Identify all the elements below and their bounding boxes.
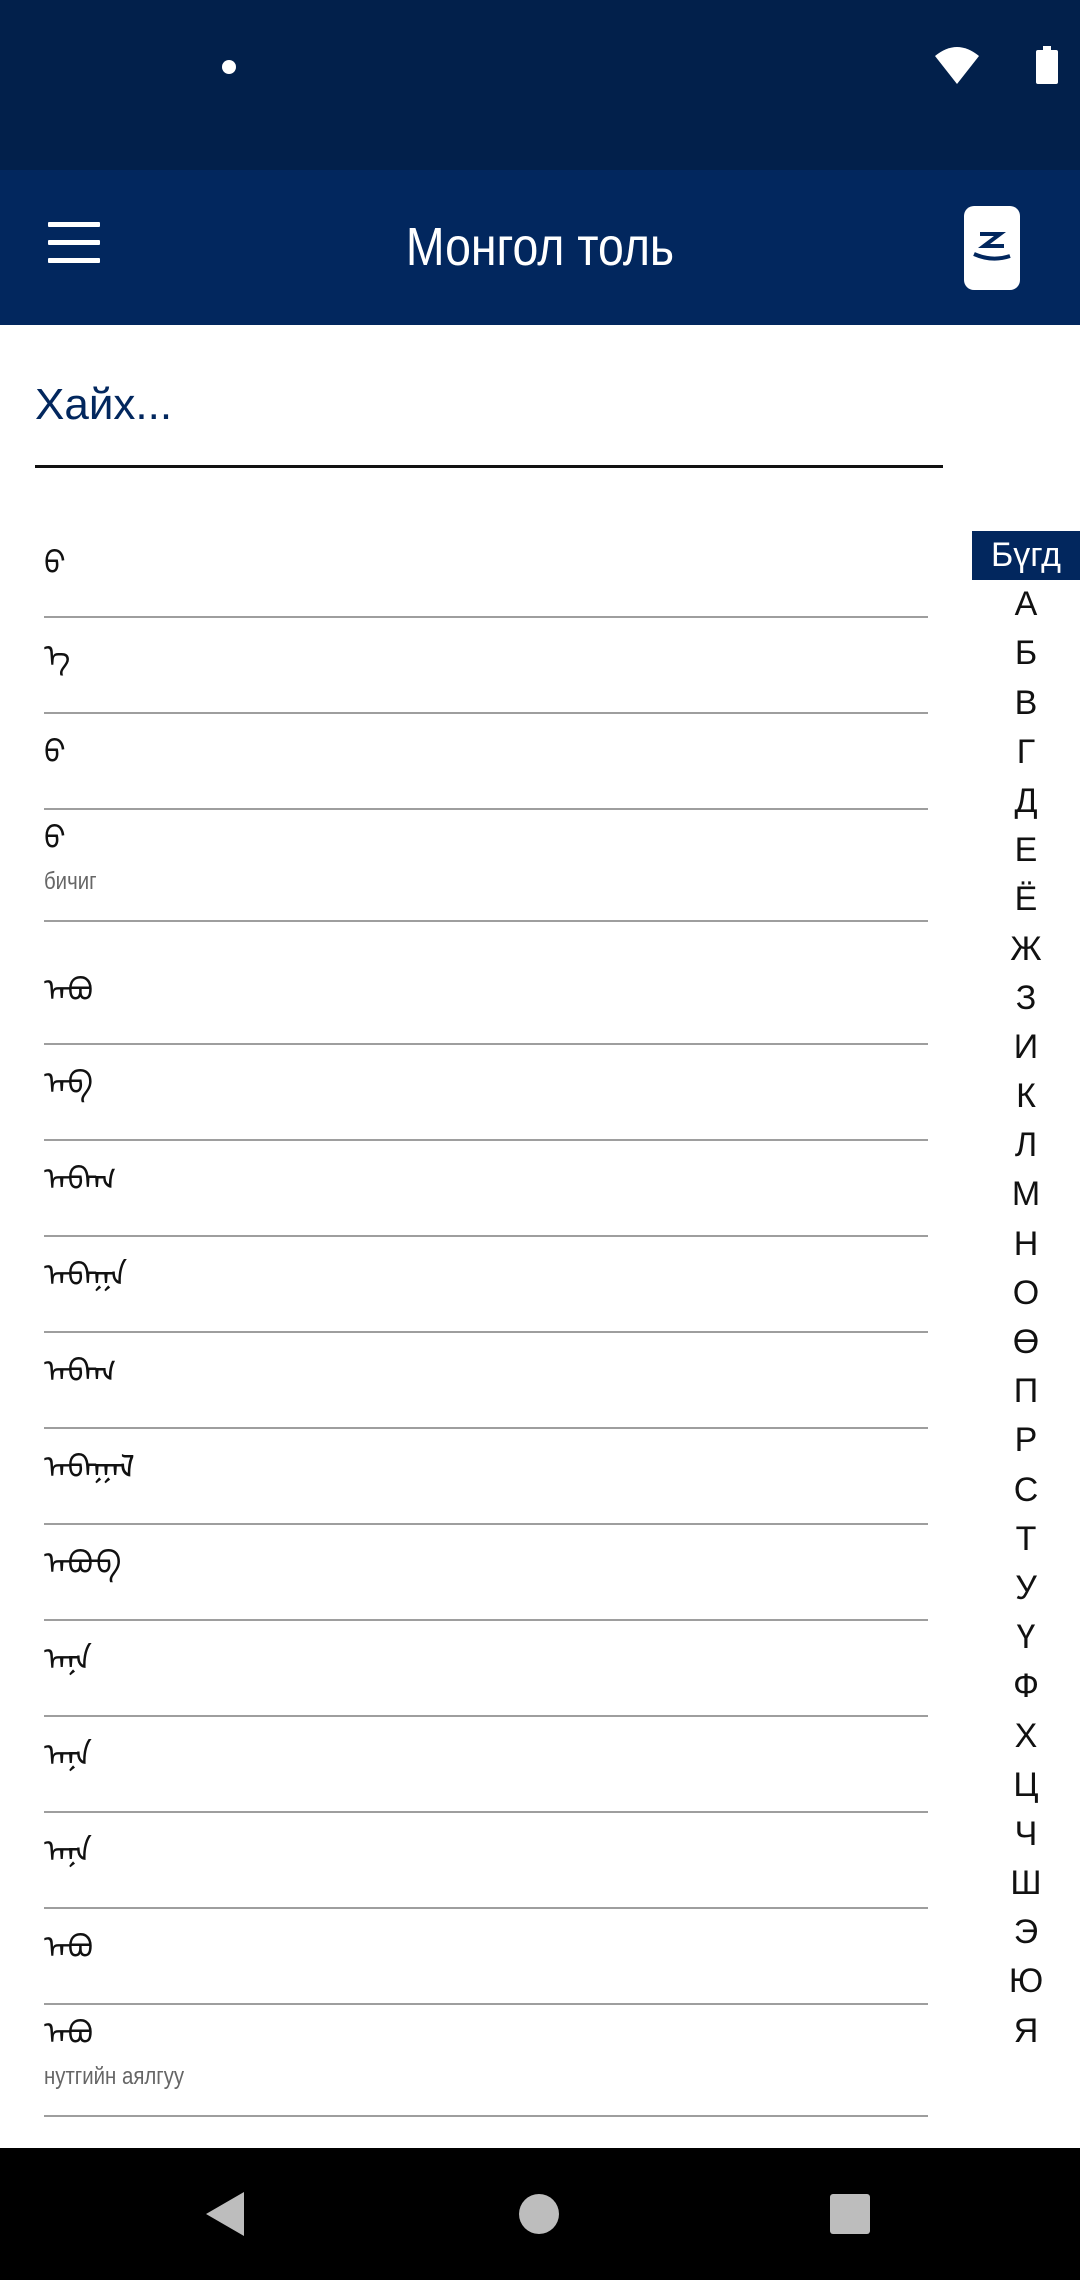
alphabet-letter[interactable]: Е <box>1014 831 1038 870</box>
alphabet-letter[interactable]: Ц <box>1013 1765 1039 1804</box>
alphabet-letter[interactable]: С <box>1013 1470 1039 1509</box>
search-bar <box>35 360 943 472</box>
back-icon[interactable] <box>204 2190 246 2238</box>
alphabet-letter[interactable]: Л <box>1014 1126 1038 1165</box>
word-script: ᠠᠪᠠᠭᠠᠯ <box>44 1448 135 1486</box>
status-bar <box>0 0 1080 170</box>
alphabet-letter[interactable]: Ч <box>1014 1814 1038 1853</box>
word-list-item[interactable] <box>44 810 928 922</box>
alphabet-letter[interactable]: Ү <box>1016 1618 1036 1657</box>
word-list-item[interactable] <box>44 922 928 1045</box>
word-script: ᠠᠪᠤ <box>44 971 94 1009</box>
word-list-item[interactable] <box>44 1717 928 1813</box>
word-script: ᠠᠪᠠᠭ <box>44 1160 117 1198</box>
word-script: ᠪ <box>44 733 66 771</box>
home-icon[interactable] <box>519 2194 559 2234</box>
notification-dot-icon <box>222 60 236 74</box>
word-script: ᠠᠪᠤᠪ <box>44 1544 122 1582</box>
alphabet-letter[interactable]: Ё <box>1014 880 1038 919</box>
word-list-item[interactable] <box>44 618 928 714</box>
alphabet-filter-all[interactable]: Бүгд <box>972 531 1080 580</box>
recent-apps-icon[interactable] <box>830 2194 870 2234</box>
app-logo-icon[interactable] <box>964 206 1020 290</box>
word-script: ᠠᠪᠠᠭ <box>44 1352 117 1390</box>
navigation-bar <box>0 2148 1080 2280</box>
alphabet-letter[interactable]: Ж <box>1010 929 1042 968</box>
alphabet-letter[interactable]: Н <box>1013 1224 1039 1263</box>
search-input[interactable] <box>35 360 943 468</box>
word-list-item[interactable] <box>44 1333 928 1429</box>
word-script: ᠪ <box>44 544 66 582</box>
word-script: ᠠᠨᠠ <box>44 1640 92 1678</box>
alphabet-letter[interactable]: Ө <box>1012 1323 1040 1361</box>
alphabet-letter[interactable]: В <box>1014 683 1038 722</box>
alphabet-letter[interactable]: Г <box>1016 732 1036 771</box>
word-list-item[interactable] <box>44 525 928 618</box>
word-list <box>44 525 928 2117</box>
word-list-item[interactable] <box>44 1045 928 1141</box>
alphabet-letter[interactable]: Б <box>1014 634 1038 673</box>
alphabet-letter[interactable]: Д <box>1014 781 1038 820</box>
alphabet-letter[interactable]: О <box>1012 1273 1040 1312</box>
alphabet-letter[interactable]: А <box>1014 585 1038 624</box>
app-bar <box>0 170 1080 325</box>
wifi-icon <box>934 46 980 86</box>
word-script: ᠡ <box>44 637 71 675</box>
word-script: ᠠᠨᠠ <box>44 1736 92 1774</box>
word-list-item[interactable] <box>44 1813 928 1909</box>
alphabet-letter[interactable]: Ю <box>1008 1962 1044 2001</box>
alphabet-letter[interactable]: М <box>1011 1175 1041 1214</box>
alphabet-letter[interactable]: Х <box>1014 1716 1038 1755</box>
alphabet-letter[interactable]: Я <box>1013 2011 1039 2050</box>
word-script: ᠠᠪᠠᠭᠠ <box>44 1256 128 1294</box>
word-list-item[interactable] <box>44 1621 928 1717</box>
word-script: ᠠᠪᠤ <box>44 1928 94 1966</box>
word-list-item[interactable] <box>44 1909 928 2005</box>
word-script: ᠪ <box>44 819 66 857</box>
alphabet-letter[interactable]: П <box>1013 1372 1039 1411</box>
app-title: Монгол толь <box>405 217 675 277</box>
word-subtitle: бичиг <box>44 868 97 895</box>
word-list-item[interactable] <box>44 714 928 810</box>
word-list-item[interactable] <box>44 1141 928 1237</box>
word-list-item[interactable] <box>44 2005 928 2117</box>
alphabet-letter[interactable]: У <box>1015 1568 1037 1607</box>
word-list-item[interactable] <box>44 1429 928 1525</box>
alphabet-letter[interactable]: Э <box>1013 1913 1039 1952</box>
word-list-item[interactable] <box>44 1525 928 1621</box>
word-script: ᠠᠨᠠ <box>44 1832 92 1870</box>
alphabet-index <box>972 531 1080 2056</box>
alphabet-letter[interactable]: Ш <box>1010 1864 1042 1903</box>
word-script: ᠠᠪᠤ <box>44 2014 94 2052</box>
word-script: ᠠᠪ <box>44 1064 94 1102</box>
alphabet-letter[interactable]: И <box>1013 1027 1039 1066</box>
alphabet-letter[interactable]: З <box>1015 978 1037 1017</box>
alphabet-letter[interactable]: К <box>1016 1077 1036 1116</box>
battery-icon <box>1036 46 1058 84</box>
word-subtitle: нутгийн аялгуу <box>44 2063 185 2090</box>
word-list-item[interactable] <box>44 1237 928 1333</box>
alphabet-letter[interactable]: Ф <box>1013 1667 1039 1706</box>
alphabet-letter[interactable]: Р <box>1014 1421 1038 1460</box>
alphabet-letter[interactable]: Т <box>1015 1519 1037 1558</box>
